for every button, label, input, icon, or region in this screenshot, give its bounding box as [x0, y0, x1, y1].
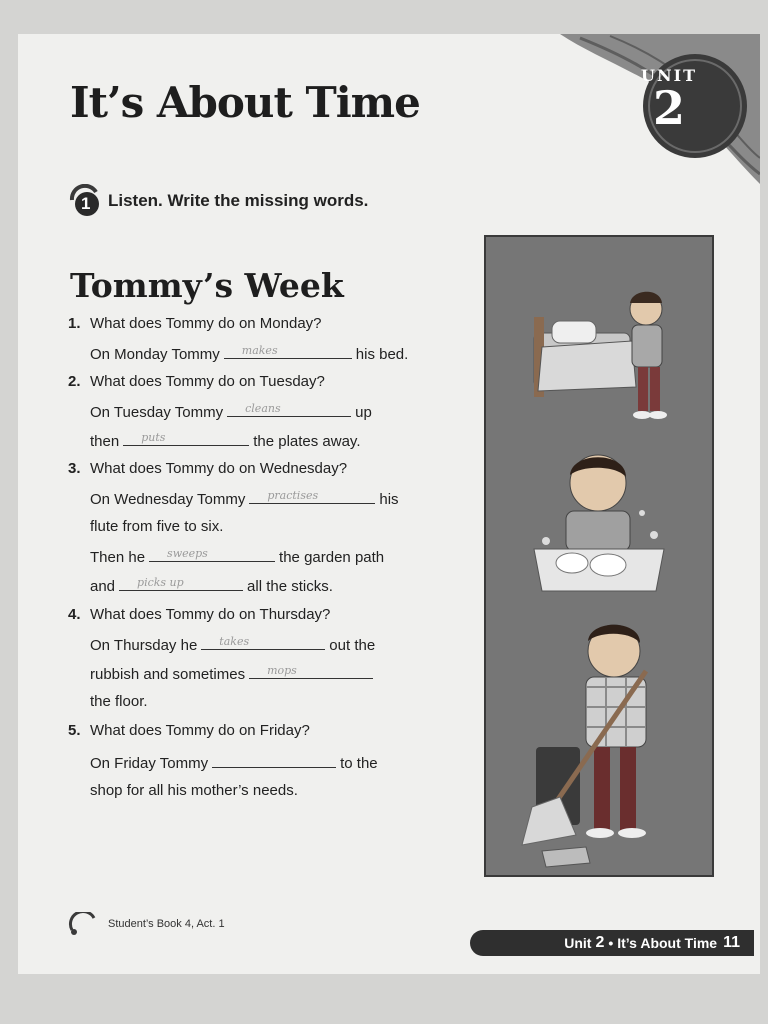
question-number: 3. — [68, 460, 81, 477]
question-number: 2. — [68, 373, 81, 390]
answer-blank[interactable] — [123, 431, 249, 446]
answer-line — [90, 693, 148, 710]
handwritten-answer: picks up — [137, 576, 184, 589]
answer-blank[interactable] — [227, 402, 351, 417]
line-text: his — [379, 491, 399, 508]
answer-blank[interactable] — [119, 576, 243, 591]
footer-unit-number: 2 — [595, 934, 605, 951]
question-5 — [68, 722, 310, 739]
footer-unit-bar — [470, 930, 754, 956]
handwritten-answer: practises — [267, 489, 319, 502]
activity-instruction: Listen. Write the missing words. — [108, 191, 369, 210]
answer-line — [90, 782, 298, 799]
line-text: out the — [329, 637, 376, 654]
story-title: Tommy’s Week — [70, 266, 344, 305]
question-text: What does Tommy do on Monday? — [90, 315, 322, 332]
question-1 — [68, 315, 322, 332]
unit-badge-label: UNIT — [641, 66, 697, 85]
answer-line — [90, 489, 399, 508]
line-text: On Tuesday Tommy — [90, 404, 224, 421]
line-text: the floor. — [90, 693, 148, 710]
page-number: 11 — [723, 934, 740, 951]
unit-badge-number: 2 — [652, 81, 685, 135]
footer-separator: • — [608, 935, 614, 951]
question-text: What does Tommy do on Tuesday? — [90, 373, 325, 390]
line-text: On Monday Tommy — [90, 346, 220, 363]
answer-line — [90, 753, 378, 772]
footer-unit-label: Unit — [564, 935, 592, 951]
answer-blank[interactable] — [224, 344, 352, 359]
activity-badge — [68, 184, 102, 218]
answer-line — [90, 402, 372, 421]
question-text: What does Tommy do on Wednesday? — [90, 460, 348, 477]
answer-line — [90, 576, 333, 595]
making-bed-scene — [534, 292, 667, 419]
question-text: What does Tommy do on Friday? — [90, 722, 310, 739]
answer-line — [90, 431, 361, 450]
activity-header — [68, 184, 368, 218]
question-number: 1. — [68, 315, 81, 332]
answer-line — [90, 518, 223, 535]
question-text: What does Tommy do on Thursday? — [90, 606, 331, 623]
question-2 — [68, 373, 325, 390]
line-text: the garden path — [279, 549, 385, 566]
book-reference-text: Student’s Book 4, Act. 1 — [108, 918, 225, 930]
page-title: It’s About Time — [70, 78, 420, 127]
question-3 — [68, 460, 347, 477]
handwritten-answer: takes — [219, 635, 250, 648]
answer-blank[interactable] — [249, 489, 375, 504]
handwritten-answer: puts — [141, 431, 166, 444]
answer-blank[interactable] — [201, 635, 325, 650]
answer-line — [90, 635, 375, 654]
answer-line — [90, 344, 408, 363]
handwritten-answer: mops — [267, 664, 297, 677]
line-text: and — [90, 578, 116, 595]
answer-blank[interactable] — [212, 753, 336, 768]
handwritten-answer: cleans — [245, 402, 281, 415]
line-text: the plates away. — [253, 433, 361, 450]
answer-line — [90, 664, 377, 683]
sweeping-scene — [522, 625, 646, 867]
answer-blank[interactable] — [249, 664, 373, 679]
line-text: Then he — [90, 549, 146, 566]
answer-blank[interactable] — [149, 547, 275, 562]
handwritten-answer: sweeps — [167, 547, 208, 560]
line-text: On Thursday he — [90, 637, 198, 654]
line-text: then — [90, 433, 120, 450]
footer-swirl-icon — [68, 912, 98, 936]
line-text: On Wednesday Tommy — [90, 491, 246, 508]
washing-dishes-scene — [534, 455, 664, 591]
line-text: On Friday Tommy — [90, 755, 209, 772]
tommy-chores-illustration — [484, 235, 714, 877]
answer-line — [90, 547, 384, 566]
footer-unit-title: It’s About Time — [617, 935, 718, 951]
line-text: shop for all his mother’s needs. — [90, 782, 298, 799]
line-text: flute from five to six. — [90, 518, 224, 535]
unit-badge — [621, 66, 717, 135]
question-4 — [68, 606, 330, 623]
handwritten-answer: makes — [241, 344, 278, 357]
line-text: all the sticks. — [247, 578, 333, 595]
question-number: 4. — [68, 606, 81, 623]
line-text: rubbish and sometimes — [90, 666, 246, 683]
line-text: up — [355, 404, 372, 421]
line-text: his bed. — [355, 346, 409, 363]
line-text: to the — [340, 755, 378, 772]
question-number: 5. — [68, 722, 81, 739]
activity-number: 1 — [81, 194, 91, 213]
chores-drawing — [486, 237, 712, 875]
footer-book-reference — [68, 912, 225, 936]
workbook-page — [18, 34, 760, 974]
